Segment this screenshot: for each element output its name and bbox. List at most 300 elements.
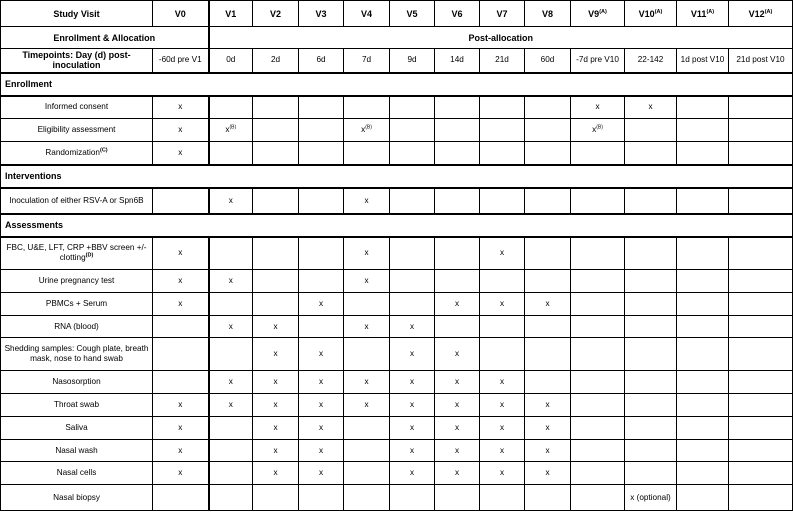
schedule-cell — [525, 417, 571, 440]
schedule-cell — [435, 270, 480, 293]
schedule-mark: x — [592, 125, 597, 134]
schedule-cell — [253, 293, 299, 316]
schedule-cell — [677, 485, 729, 511]
activity-label-text: FBC, U&E, LFT, CRP +BBV screen +/-clotting — [6, 243, 147, 263]
schedule-cell — [677, 142, 729, 165]
visit-header-v6 — [435, 1, 480, 27]
schedule-cell — [299, 119, 344, 142]
schedule-cell — [525, 338, 571, 371]
visit-footnote: (A) — [654, 8, 663, 15]
activity-label-text: Eligibility assessment — [37, 125, 116, 134]
schedule-cell — [435, 440, 480, 462]
schedule-cell — [390, 96, 435, 119]
schedule-cell — [299, 142, 344, 165]
schedule-cell — [299, 188, 344, 214]
schedule-cell — [299, 96, 344, 119]
schedule-mark: x — [318, 423, 324, 432]
activity-row — [1, 440, 793, 462]
schedule-cell — [525, 270, 571, 293]
schedule-cell — [390, 188, 435, 214]
schedule-cell — [480, 485, 525, 511]
schedule-cell — [480, 270, 525, 293]
schedule-cell — [153, 440, 209, 462]
activity-row — [1, 96, 793, 119]
schedule-cell — [480, 188, 525, 214]
schedule-cell — [525, 371, 571, 394]
visit-label: V12 — [748, 8, 765, 19]
schedule-cell — [390, 316, 435, 338]
schedule-cell — [571, 394, 625, 417]
timepoint-cell: 1d post V10 — [677, 49, 729, 73]
schedule-mark: x — [499, 400, 505, 409]
section-title: Enrollment — [1, 73, 793, 96]
activity-label — [1, 270, 153, 293]
activity-row — [1, 417, 793, 440]
timepoint-cell: 22-142 — [625, 49, 677, 73]
schedule-cell — [677, 338, 729, 371]
activity-label-text: Nasal wash — [55, 445, 98, 455]
schedule-cell — [729, 96, 793, 119]
schedule-cell — [153, 270, 209, 293]
activity-row — [1, 316, 793, 338]
schedule-cell — [571, 316, 625, 338]
schedule-cell — [209, 462, 253, 485]
schedule-cell — [625, 119, 677, 142]
schedule-mark: x — [225, 125, 230, 134]
schedule-cell — [480, 440, 525, 462]
schedule-cell — [525, 119, 571, 142]
schedule-mark: x — [499, 377, 505, 386]
schedule-mark: x — [648, 102, 653, 112]
activity-label-text: RNA (blood) — [54, 321, 99, 331]
timepoint-cell: 9d — [390, 49, 435, 73]
schedule-cell — [677, 237, 729, 270]
schedule-cell — [390, 338, 435, 371]
schedule-mark: x — [545, 299, 550, 308]
section-title: Interventions — [1, 165, 793, 188]
visit-label: V6 — [451, 8, 463, 19]
schedule-cell — [571, 119, 625, 142]
visit-header-v9 — [571, 1, 625, 27]
schedule-mark: x — [409, 321, 415, 331]
schedule-cell — [729, 237, 793, 270]
timepoint-cell: 6d — [299, 49, 344, 73]
schedule-cell — [344, 371, 390, 394]
schedule-cell — [625, 96, 677, 119]
schedule-cell — [729, 417, 793, 440]
visit-label: V5 — [406, 8, 418, 19]
schedule-mark: x — [178, 248, 183, 258]
schedule-mark: x — [273, 423, 278, 432]
schedule-mark: x — [364, 248, 369, 258]
schedule-cell — [625, 142, 677, 165]
schedule-cell — [153, 462, 209, 485]
schedule-cell — [729, 462, 793, 485]
activity-label — [1, 142, 153, 165]
schedule-cell — [571, 96, 625, 119]
activity-row — [1, 270, 793, 293]
visit-header-v11 — [677, 1, 729, 27]
schedule-cell — [729, 293, 793, 316]
activity-label — [1, 485, 153, 511]
schedule-cell — [677, 316, 729, 338]
activity-label — [1, 237, 153, 270]
schedule-cell — [390, 270, 435, 293]
schedule-mark: x — [178, 125, 183, 134]
activity-label — [1, 188, 153, 214]
schedule-cell — [435, 119, 480, 142]
activity-label-text: Nasal biopsy — [53, 492, 100, 502]
schedule-cell — [435, 293, 480, 316]
schedule-cell — [677, 440, 729, 462]
activity-label-text: Nasal cells — [56, 468, 97, 477]
schedule-cell — [299, 316, 344, 338]
schedule-cell — [571, 417, 625, 440]
visit-label: V0 — [174, 8, 186, 19]
schedule-cell — [729, 371, 793, 394]
schedule-cell — [153, 96, 209, 119]
activity-row — [1, 293, 793, 316]
schedule-mark: x — [454, 468, 460, 477]
schedule-cell — [625, 237, 677, 270]
schedule-cell — [253, 237, 299, 270]
schedule-cell — [525, 394, 571, 417]
schedule-cell — [625, 316, 677, 338]
activity-row — [1, 485, 793, 511]
schedule-cell — [253, 462, 299, 485]
activity-label — [1, 440, 153, 462]
schedule-mark: x — [499, 423, 505, 432]
schedule-mark: x — [228, 321, 233, 331]
schedule-cell — [480, 96, 525, 119]
schedule-mark: x — [318, 377, 324, 386]
schedule-cell — [625, 485, 677, 511]
schedule-cell — [253, 96, 299, 119]
schedule-cell — [480, 119, 525, 142]
schedule-mark: x — [364, 400, 369, 409]
schedule-cell — [299, 371, 344, 394]
activity-label — [1, 119, 153, 142]
schedule-cell — [525, 462, 571, 485]
activity-label — [1, 293, 153, 316]
schedule-cell — [480, 237, 525, 270]
activity-footnote: (C) — [99, 147, 108, 154]
activity-row — [1, 462, 793, 485]
schedule-cell — [625, 417, 677, 440]
schedule-cell — [153, 371, 209, 394]
schedule-cell — [625, 270, 677, 293]
schedule-mark: x — [364, 276, 369, 285]
activity-label — [1, 462, 153, 485]
visit-label: V1 — [225, 8, 237, 19]
schedule-cell — [625, 440, 677, 462]
schedule-cell — [571, 142, 625, 165]
visit-label: V2 — [269, 8, 281, 19]
activity-label-text: Informed consent — [44, 102, 109, 112]
schedule-mark: x — [409, 445, 415, 455]
schedule-cell — [299, 440, 344, 462]
schedule-cell — [729, 485, 793, 511]
schedule-cell — [153, 417, 209, 440]
schedule-cell — [677, 293, 729, 316]
schedule-mark: x — [273, 445, 278, 455]
schedule-cell — [209, 485, 253, 511]
schedule-mark: x — [545, 445, 550, 455]
schedule-cell — [480, 462, 525, 485]
schedule-cell — [153, 394, 209, 417]
schedule-mark: x — [273, 321, 278, 331]
schedule-cell — [209, 316, 253, 338]
schedule-cell — [677, 96, 729, 119]
schedule-mark: x — [318, 400, 324, 409]
schedule-cell — [525, 440, 571, 462]
activity-label-text: Inoculation of either RSV-A or Spn6B — [9, 195, 144, 205]
schedule-cell — [571, 188, 625, 214]
schedule-cell — [480, 338, 525, 371]
schedule-cell — [625, 462, 677, 485]
timepoint-cell: 21d — [480, 49, 525, 73]
schedule-mark: x — [499, 248, 505, 258]
schedule-cell — [299, 485, 344, 511]
schedule-cell — [209, 417, 253, 440]
mark-footnote: (B) — [596, 124, 603, 131]
schedule-mark: x — [178, 102, 183, 112]
timepoints-label: Timepoints: Day (d) post-inoculation — [1, 49, 153, 73]
activity-label-text: Throat swab — [53, 400, 100, 409]
schedule-cell — [435, 417, 480, 440]
schedule-mark: x — [228, 377, 233, 386]
schedule-cell — [729, 142, 793, 165]
schedule-mark: x — [454, 377, 460, 386]
schedule-mark: x — [273, 349, 278, 358]
timepoint-cell: 21d post V10 — [729, 49, 793, 73]
schedule-cell — [209, 293, 253, 316]
post-allocation-label: Post-allocation — [209, 27, 793, 49]
schedule-cell — [390, 371, 435, 394]
schedule-cell — [153, 237, 209, 270]
schedule-mark: x — [178, 299, 183, 308]
schedule-body — [1, 1, 793, 511]
schedule-mark: x — [454, 445, 460, 455]
schedule-cell — [729, 188, 793, 214]
activity-row — [1, 237, 793, 270]
schedule-cell — [677, 371, 729, 394]
schedule-cell — [253, 316, 299, 338]
schedule-cell — [153, 188, 209, 214]
schedule-cell — [677, 188, 729, 214]
visit-header-v10 — [625, 1, 677, 27]
activity-row — [1, 142, 793, 165]
activity-footnote: (D) — [85, 252, 94, 259]
schedule-cell — [571, 293, 625, 316]
schedule-cell — [571, 237, 625, 270]
schedule-cell — [525, 485, 571, 511]
schedule-cell — [435, 316, 480, 338]
schedule-cell — [435, 96, 480, 119]
timepoint-cell: -7d pre V10 — [571, 49, 625, 73]
schedule-cell — [209, 119, 253, 142]
schedule-cell — [571, 270, 625, 293]
schedule-cell — [344, 237, 390, 270]
visit-label: V10 — [638, 8, 655, 19]
visit-header-v12 — [729, 1, 793, 27]
activity-label-text: Nasosorption — [52, 377, 101, 386]
activity-label-text: Randomization — [45, 147, 100, 157]
schedule-cell — [299, 417, 344, 440]
schedule-mark: x — [318, 349, 324, 358]
schedule-cell — [209, 440, 253, 462]
schedule-cell — [344, 293, 390, 316]
schedule-mark: x — [361, 125, 366, 134]
schedule-cell — [729, 394, 793, 417]
activity-label-text: PBMCs + Serum — [45, 299, 108, 308]
schedule-mark: x — [318, 468, 324, 477]
timepoint-cell: -60d pre V1 — [153, 49, 209, 73]
activity-label — [1, 371, 153, 394]
schedule-cell — [153, 338, 209, 371]
schedule-cell — [209, 394, 253, 417]
schedule-mark: x — [178, 468, 183, 477]
schedule-cell — [480, 293, 525, 316]
schedule-cell — [625, 371, 677, 394]
schedule-cell — [253, 394, 299, 417]
activity-label — [1, 417, 153, 440]
schedule-cell — [625, 394, 677, 417]
schedule-mark: x — [409, 349, 415, 358]
schedule-mark: x (optional) — [630, 492, 671, 502]
visit-label: V8 — [541, 8, 553, 19]
schedule-cell — [299, 462, 344, 485]
schedule-cell — [525, 96, 571, 119]
schedule-cell — [435, 485, 480, 511]
schedule-cell — [677, 394, 729, 417]
activity-row — [1, 394, 793, 417]
schedule-cell — [209, 188, 253, 214]
schedule-cell — [525, 237, 571, 270]
schedule-mark: x — [454, 299, 460, 308]
activity-row — [1, 338, 793, 371]
section-title: Assessments — [1, 214, 793, 237]
schedule-mark: x — [228, 276, 233, 285]
schedule-cell — [344, 270, 390, 293]
schedule-mark: x — [228, 400, 233, 409]
schedule-cell — [253, 417, 299, 440]
schedule-cell — [571, 371, 625, 394]
timepoint-cell: 0d — [209, 49, 253, 73]
schedule-mark: x — [595, 102, 600, 112]
schedule-cell — [625, 293, 677, 316]
schedule-cell — [435, 371, 480, 394]
visit-label: V11 — [690, 8, 707, 19]
schedule-cell — [571, 485, 625, 511]
schedule-cell — [677, 119, 729, 142]
schedule-cell — [153, 142, 209, 165]
schedule-cell — [253, 485, 299, 511]
timepoint-cell: 14d — [435, 49, 480, 73]
allocation-header-row — [1, 27, 793, 49]
schedule-mark: x — [364, 195, 369, 205]
schedule-mark: x — [409, 468, 415, 477]
schedule-cell — [390, 142, 435, 165]
section-header-enrollment — [1, 73, 793, 96]
schedule-cell — [344, 485, 390, 511]
schedule-cell — [729, 440, 793, 462]
schedule-cell — [253, 142, 299, 165]
schedule-cell — [571, 338, 625, 371]
schedule-mark: x — [409, 377, 415, 386]
visit-header-v1 — [209, 1, 253, 27]
schedule-cell — [253, 338, 299, 371]
schedule-mark: x — [409, 400, 415, 409]
schedule-mark: x — [318, 299, 324, 308]
schedule-cell — [677, 462, 729, 485]
visit-label: V9 — [588, 8, 600, 19]
schedule-mark: x — [409, 423, 415, 432]
schedule-cell — [390, 485, 435, 511]
schedule-cell — [390, 293, 435, 316]
schedule-cell — [299, 338, 344, 371]
activity-label-text: Saliva — [65, 423, 88, 432]
schedule-cell — [153, 293, 209, 316]
schedule-mark: x — [273, 400, 278, 409]
mark-footnote: (B) — [229, 124, 237, 131]
schedule-cell — [677, 270, 729, 293]
schedule-cell — [729, 119, 793, 142]
visit-header-v4 — [344, 1, 390, 27]
schedule-cell — [253, 188, 299, 214]
schedule-mark: x — [178, 400, 183, 409]
schedule-cell — [344, 96, 390, 119]
schedule-cell — [344, 316, 390, 338]
schedule-cell — [435, 142, 480, 165]
schedule-mark: x — [499, 299, 505, 308]
schedule-cell — [209, 270, 253, 293]
visit-label: V3 — [315, 8, 327, 19]
activity-label — [1, 338, 153, 371]
schedule-cell — [480, 371, 525, 394]
schedule-mark: x — [273, 468, 278, 477]
schedule-cell — [625, 188, 677, 214]
schedule-cell — [344, 394, 390, 417]
schedule-mark: x — [545, 423, 550, 432]
visit-header-v0 — [153, 1, 209, 27]
study-visit-label: Study Visit — [1, 1, 153, 27]
schedule-cell — [299, 394, 344, 417]
schedule-cell — [435, 462, 480, 485]
activity-row — [1, 371, 793, 394]
schedule-cell — [480, 394, 525, 417]
activity-label — [1, 394, 153, 417]
schedule-cell — [209, 371, 253, 394]
schedule-cell — [435, 394, 480, 417]
activity-row — [1, 188, 793, 214]
schedule-cell — [344, 142, 390, 165]
schedule-cell — [390, 237, 435, 270]
schedule-mark: x — [364, 377, 369, 386]
visit-header-v5 — [390, 1, 435, 27]
schedule-cell — [390, 394, 435, 417]
section-header-assessments — [1, 214, 793, 237]
visit-header-row — [1, 1, 793, 27]
visit-header-v2 — [253, 1, 299, 27]
schedule-cell — [525, 188, 571, 214]
schedule-cell — [299, 270, 344, 293]
schedule-cell — [153, 485, 209, 511]
schedule-mark: x — [454, 349, 460, 358]
schedule-cell — [344, 119, 390, 142]
schedule-cell — [344, 188, 390, 214]
schedule-cell — [153, 119, 209, 142]
